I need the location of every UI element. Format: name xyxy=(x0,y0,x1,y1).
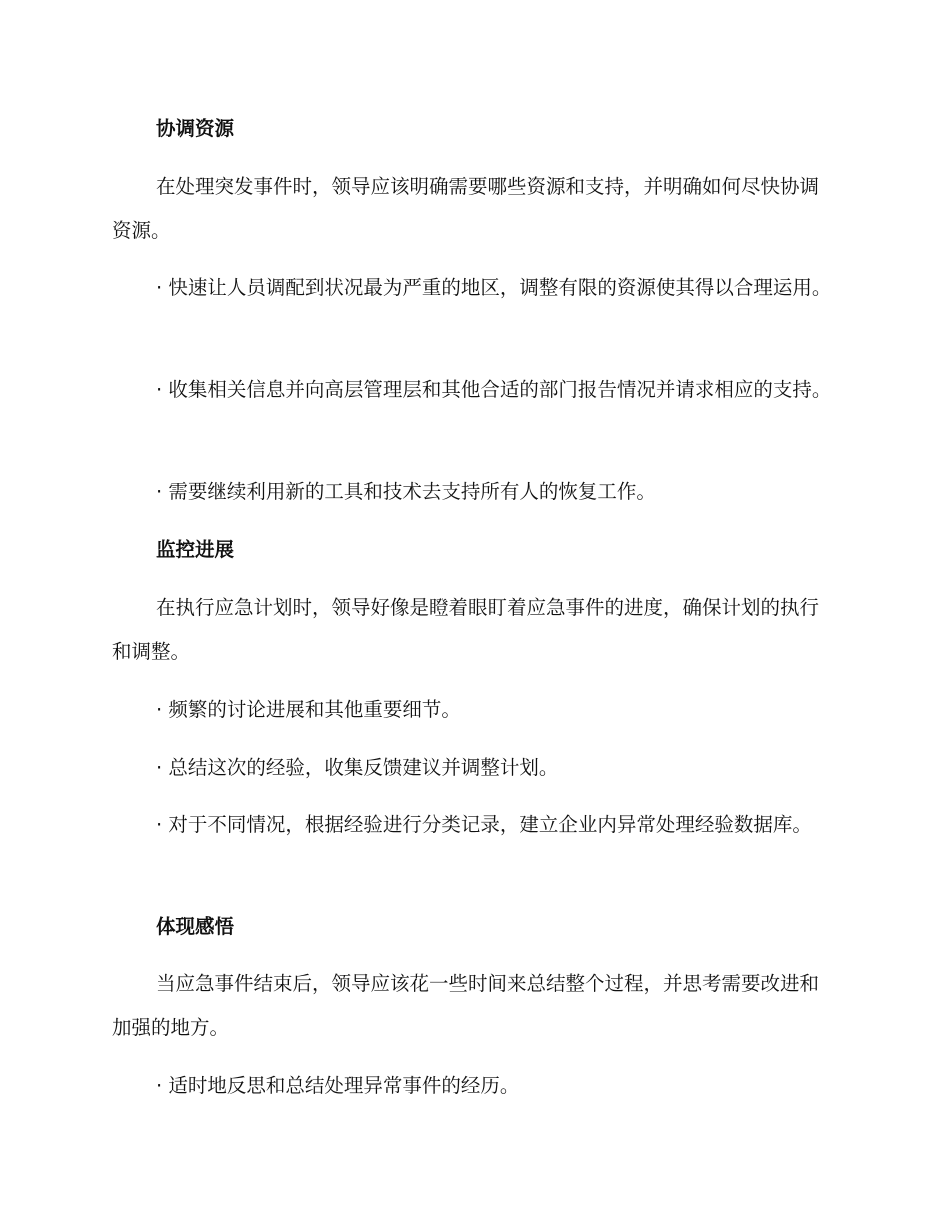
bullet-item: · 总结这次的经验，收集反馈建议并调整计划。 xyxy=(156,756,559,779)
section-heading: 监控进展 xyxy=(156,538,235,561)
bullet-item: · 快速让人员调配到状况最为严重的地区，调整有限的资源使其得以合理运用。 xyxy=(156,276,832,299)
paragraph: 在处理突发事件时，领导应该明确需要哪些资源和支持，并明确如何尽快协调资源。 xyxy=(112,175,820,242)
bullet-item: · 频繁的讨论进展和其他重要细节。 xyxy=(156,698,461,721)
bullet-item: · 收集相关信息并向高层管理层和其他合适的部门报告情况并请求相应的支持。 xyxy=(156,378,832,401)
paragraph: 在执行应急计划时，领导好像是瞪着眼盯着应急事件的进度，确保计划的执行和调整。 xyxy=(112,596,820,663)
bullet-item: · 需要继续利用新的工具和技术去支持所有人的恢复工作。 xyxy=(156,480,656,503)
bullet-item: · 对于不同情况，根据经验进行分类记录，建立企业内异常处理经验数据库。 xyxy=(156,813,812,836)
paragraph: 当应急事件结束后，领导应该花一些时间来总结整个过程，并思考需要改进和加强的地方。 xyxy=(112,972,820,1039)
bullet-item: · 适时地反思和总结处理异常事件的经历。 xyxy=(156,1074,520,1097)
section-heading: 协调资源 xyxy=(156,117,235,140)
section-heading: 体现感悟 xyxy=(156,915,235,938)
